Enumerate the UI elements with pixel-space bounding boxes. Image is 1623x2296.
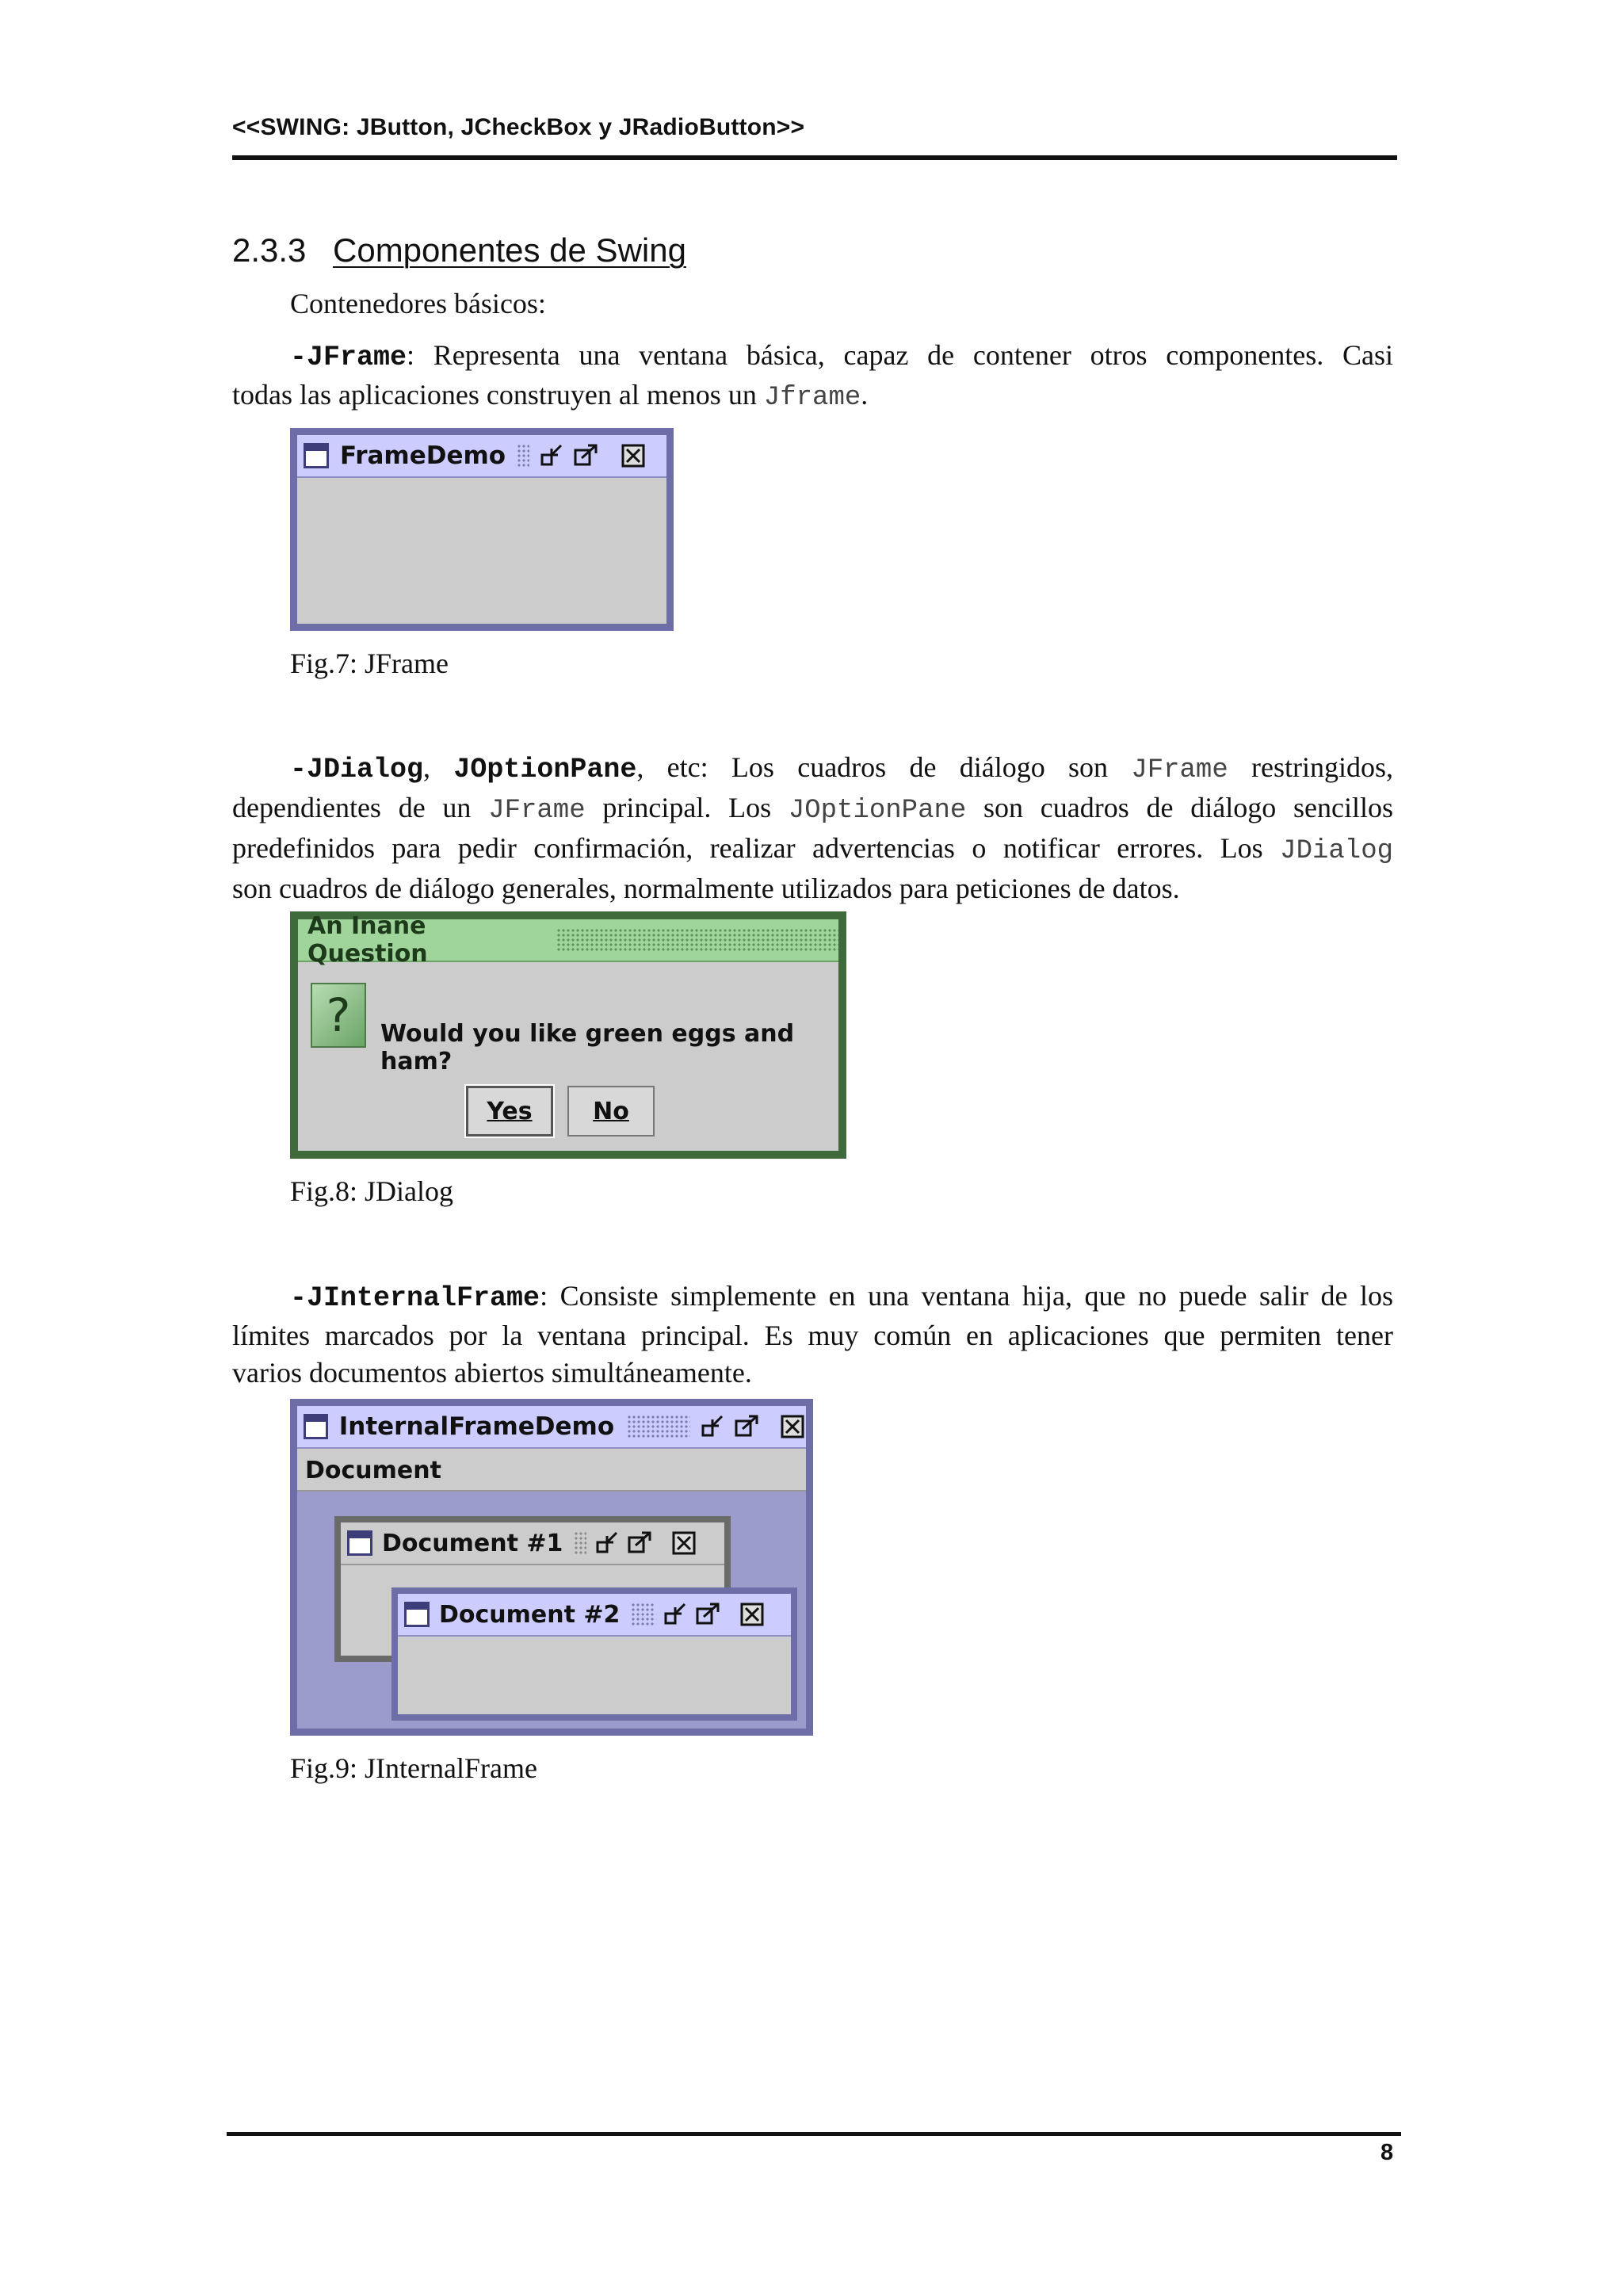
- internal-demo-title: InternalFrameDemo: [338, 1412, 615, 1441]
- iconify-icon[interactable]: [539, 442, 566, 469]
- question-icon: ?: [311, 983, 366, 1048]
- inane-question-dialog[interactable]: [290, 911, 846, 1159]
- jdialog-code-3: JOptionPane: [788, 796, 967, 826]
- dialog-titlebar[interactable]: [298, 912, 838, 968]
- jframe-text-3: .: [861, 379, 869, 411]
- jinternal-paragraph: [232, 1278, 1393, 1392]
- jdialog-line-3: [232, 830, 1393, 870]
- jdialog-text-7: son cuadros de diálogo generales, normalmente utilizados para peticiones de datos.: [232, 873, 1180, 904]
- figure-7-caption: Fig.7: JFrame: [290, 648, 449, 679]
- footer-rule: [227, 2132, 1401, 2136]
- close-icon[interactable]: [620, 442, 647, 469]
- jframe-line-1: [232, 337, 1393, 376]
- jdialog-text-2: restringidos,: [1228, 751, 1394, 783]
- jdialog-text-5: son cuadros de diálogo sencillos: [966, 792, 1393, 823]
- jinternal-line-3: [232, 1354, 1393, 1392]
- jinternal-text-1: : Consiste simplemente en una ventana hija, que no puede salir de los: [540, 1280, 1393, 1312]
- close-icon[interactable]: [779, 1413, 806, 1440]
- header-rule: [232, 155, 1397, 160]
- window-icon: [304, 443, 329, 468]
- intro-label: Contenedores básicos:: [290, 288, 546, 319]
- window-icon: [304, 1414, 328, 1439]
- jdialog-text-4: principal. Los: [585, 792, 789, 823]
- jdialog-line-2: [232, 789, 1393, 830]
- maximize-icon[interactable]: [733, 1413, 760, 1440]
- menu-document[interactable]: Document: [305, 1457, 441, 1484]
- close-icon[interactable]: [670, 1530, 697, 1557]
- jframe-code: Jframe: [763, 383, 861, 413]
- jframe-text-1: : Representa una ventana básica, capaz de contener otros componentes. Casi: [407, 339, 1393, 371]
- jdialog-text-3: dependientes de un: [232, 792, 489, 823]
- jdialog-code-1: JFrame: [1131, 755, 1228, 785]
- section-number: 2.3.3: [232, 231, 307, 269]
- dialog-message: Would you like green eggs and ham?: [380, 1020, 795, 1075]
- internal-frame-demo-window[interactable]: [290, 1399, 813, 1736]
- document-1-titlebar[interactable]: [341, 1522, 724, 1565]
- maximize-icon[interactable]: [694, 1601, 721, 1628]
- jdialog-text-1: , etc: Los cuadros de diálogo son: [636, 751, 1132, 783]
- jdialog-code-2: JFrame: [488, 796, 586, 826]
- iconify-icon[interactable]: [663, 1601, 689, 1628]
- dialog-title: An Inane Question: [307, 912, 428, 968]
- title-grip: [517, 444, 529, 468]
- intro-text: [232, 285, 1451, 323]
- jinternal-line-1: [232, 1278, 1393, 1317]
- jframe-line-2: [232, 376, 1393, 417]
- joptionpane-term: JOptionPane: [453, 754, 637, 785]
- jdialog-paragraph: [232, 749, 1393, 907]
- document-2-frame[interactable]: [391, 1587, 797, 1721]
- jdialog-code-4: JDialog: [1280, 836, 1393, 866]
- figure-8-caption: Fig.8: JDialog: [290, 1175, 454, 1207]
- no-button-label: No: [593, 1097, 629, 1125]
- jframe-text-2: todas las aplicaciones construyen al menos un: [232, 379, 764, 411]
- jinternal-text-2: límites marcados por la ventana principal. Es muy común en aplicaciones que permiten tener: [232, 1320, 1393, 1351]
- frame-demo-window[interactable]: [290, 428, 674, 631]
- yes-button[interactable]: [466, 1086, 553, 1137]
- jdialog-line-1: [232, 749, 1393, 789]
- jdialog-line-4: [232, 870, 1393, 907]
- title-grip: [627, 1415, 690, 1438]
- jdialog-sep: ,: [423, 751, 454, 783]
- jinternal-line-2: [232, 1317, 1393, 1354]
- frame-demo-title: FrameDemo: [340, 441, 506, 470]
- document-2-titlebar[interactable]: [398, 1594, 791, 1637]
- title-grip: [574, 1531, 586, 1555]
- maximize-icon[interactable]: [626, 1530, 653, 1557]
- iconify-icon[interactable]: [700, 1413, 727, 1440]
- window-icon: [404, 1602, 430, 1627]
- section-name: Componentes de Swing: [333, 231, 686, 269]
- menu-bar: [297, 1449, 806, 1492]
- jdialog-text-6: predefinidos para pedir confirmación, realizar advertencias o notificar errores. Los: [232, 832, 1281, 864]
- jframe-paragraph: [232, 337, 1393, 417]
- no-button[interactable]: [567, 1086, 655, 1137]
- dialog-title-grip: [556, 928, 838, 952]
- window-icon: [347, 1530, 372, 1556]
- page-number: 8: [1381, 2140, 1394, 2165]
- internal-demo-titlebar[interactable]: [297, 1406, 806, 1449]
- iconify-icon[interactable]: [594, 1530, 621, 1557]
- document-2-title: Document #2: [439, 1600, 621, 1629]
- maximize-icon[interactable]: [572, 442, 599, 469]
- jinternalframe-term: -JInternalFrame: [290, 1282, 540, 1314]
- yes-button-label: Yes: [487, 1097, 533, 1125]
- jdialog-term: -JDialog: [290, 754, 424, 785]
- section-heading: [232, 231, 686, 269]
- jinternal-text-3: varios documentos abiertos simultáneamente.: [232, 1357, 752, 1389]
- frame-demo-titlebar[interactable]: [297, 435, 666, 478]
- figure-9-caption: Fig.9: JInternalFrame: [290, 1752, 537, 1784]
- jframe-term: -JFrame: [290, 342, 407, 373]
- document-1-title: Document #1: [382, 1529, 563, 1557]
- running-header: <<SWING: JButton, JCheckBox y JRadioButton>>: [232, 114, 805, 140]
- title-grip: [631, 1603, 655, 1626]
- close-icon[interactable]: [739, 1601, 766, 1628]
